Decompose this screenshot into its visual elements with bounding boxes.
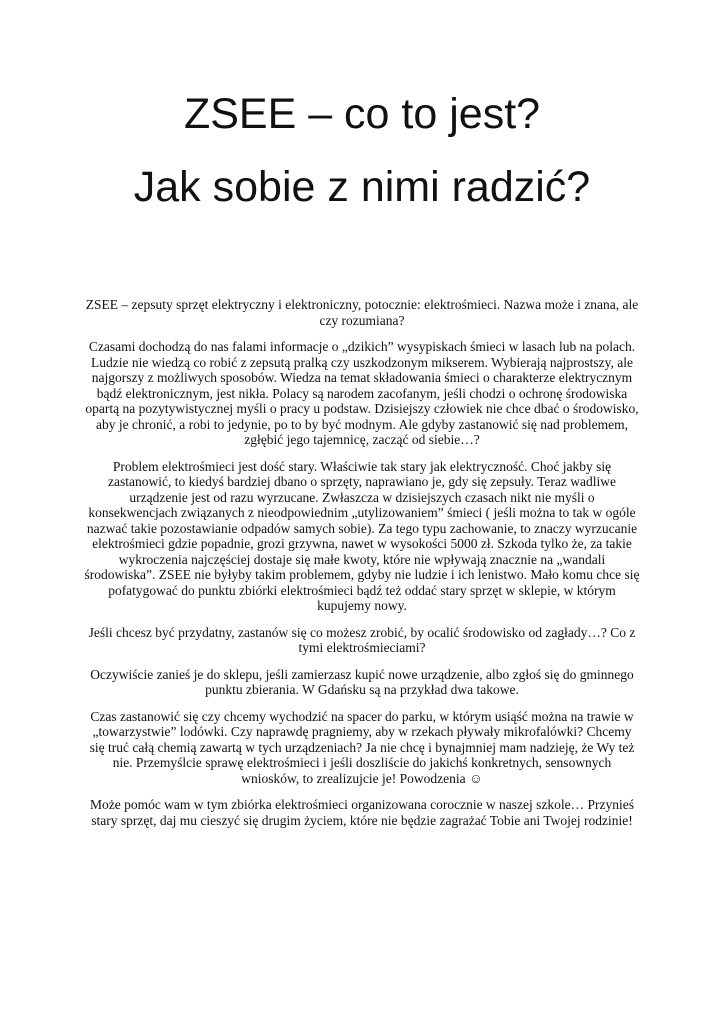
paragraph-definition: ZSEE – zepsuty sprzęt elektryczny i elektroniczny, potocznie: elektrośmieci. Nazwa może i znana, ale czy rozumiana?: [85, 297, 639, 328]
document-title-line-2: Jak sobie z nimi radzić?: [133, 163, 591, 211]
paragraph-question: Jeśli chcesz być przydatny, zastanów się co możesz zrobić, by ocalić środowisko od zagłady…? Co z tymi elektrośmieciami?: [88, 624, 636, 655]
document-body: [84, 297, 640, 839]
paragraph-school-collection: Może pomóc wam w tym zbiórka elektrośmieci organizowana corocznie w naszej szkole… Przynieś stary sprzęt, daj mu cieszyć się drugim życiem, które nie będzie zagrażać Tobie ani Twojej rodzinie!: [89, 797, 635, 828]
paragraph-problem: Problem elektrośmieci jest dość stary. Właściwie tak stary jak elektryczność. Choć jakby się zastanowić, to kiedyś bardziej dbano o sprzęty, naprawiano je, gdy się zepsuły. Teraz wadliwe urządzenie jest od razu wyrzucane. Zwłaszcza w dzisiejszych czasach nikt nie myśli o konsekwencjach związanych z nieodpowiednim „utylizowaniem” śmieci ( jeśli można to tak w ogóle nazwać takie pozostawianie odpadów samych sobie). Za tego typu zachowanie, to znaczy wyrzucanie elektrośmieci gdzie popadnie, grozi grzywna, nawet w wysokości 5000 zł. Szkoda tylko że, za takie wykroczenia najczęściej dostaje się małe kwoty, które nie wpływają znacznie na „wandali środowiska”. ZSEE nie byłyby takim problemem, gdyby nie ludzie i ich lenistwo. Mało komu chce się pofatygować do punktu zbiórki elektrośmieci bądź też oddać stary sprzęt w sklepie, w którym kupujemy nowy.: [84, 458, 640, 613]
paragraph-wild-dumps: Czasami dochodzą do nas falami informacje o „dzikich” wysypiskach śmieci w lasach lub na polach. Ludzie nie wiedzą co robić z zepsutą pralką czy uszkodzonym mikserem. Wybierają najprostszy, ale najgorszy z możliwych sposobów. Wiedza na temat składowania śmieci o charakterze elektrycznym bądź elektronicznym, jest nikła. Polacy są narodem zacofanym, jeśli chodzi o ochronę środowiska opartą na pozytywistycznej myśli o pracy u podstaw. Dzisiejszy człowiek nie chce dbać o środowisko, aby je chronić, a robi to jedynie, po to by być modnym. Ale gdyby zastanowić się nad problemem, zgłębić jego tajemnicę, zacząć od siebie…?: [85, 339, 639, 447]
document-title-line-1: ZSEE – co to jest?: [183, 90, 541, 138]
paragraph-reflection: Czas zastanowić się czy chcemy wychodzić na spacer do parku, w którym usiąść można na trawie w „towarzystwie” lodówki. Czy naprawdę pragniemy, aby w rzekach pływały mikrofalówki? Chcemy się truć całą chemią zawartą w tych urządzeniach? Ja nie chcę i bynajmniej mam nadzieję, że Wy też nie. Przemyślcie sprawę elektrośmieci i jeśli doszliście do jakichś konkretnych, sensownych wniosków, to zrealizujcie je! Powodzenia ☺: [89, 708, 635, 786]
paragraph-solution: Oczywiście zanieś je do sklepu, jeśli zamierzasz kupić nowe urządzenie, albo zgłoś się do gminnego punktu zbierania. W Gdańsku są na przykład dwa takowe.: [90, 666, 634, 697]
